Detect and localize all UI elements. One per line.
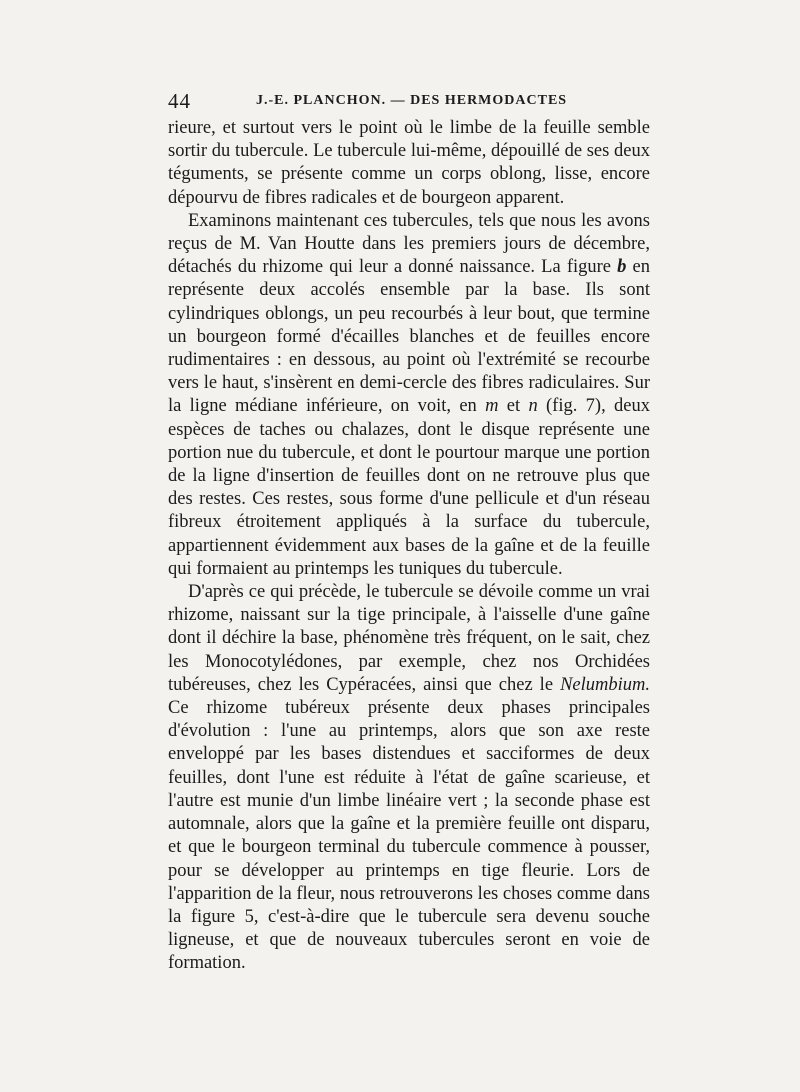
paragraph-3 [168, 581, 650, 975]
paragraph-2-text-g: (fig. 7), deux espèces de taches ou chalazes, dont le disque représente une portion nue du tubercule, et dont le pourtour marque une portion de la ligne d'insertion de feuilles dont on ne retrouve plus que des restes. Ces restes, sous forme d'une pellicule et d'un réseau fibreux étroitement appliqués à la surface du tubercule, appartiennent évidemment aux bases de la gaîne et de la feuille qui formaient au printemps les tuniques du tubercule. [168, 396, 650, 579]
body-text [168, 117, 650, 976]
figure-letter-b: b [617, 257, 627, 278]
paragraph-3-text-c: Ce rhizome tubéreux présente deux phases principales d'évolution : l'une au printemps, alors que son axe reste enveloppé par les bases distendues et sacciformes de deux feuilles, dont l'une est réduite à l'état de gaîne scarieuse, et l'autre est munie d'un limbe linéaire vert ; la seconde phase est automnale, alors que la gaîne et la première feuille ont disparu, et que le bourgeon terminal du tubercule commence à pousser, pour se développer au printemps en tige fleurie. Lors de l'apparition de la fleur, nous retrouverons les choses comme dans la figure 5, c'est-à-dire que le tubercule sera devenu souche ligneuse, et que de nouveaux tubercules seront en voie de formation. [168, 698, 650, 974]
paragraph-1: rieure, et surtout vers le point où le limbe de la feuille semble sortir du tubercule. Le tubercule lui-même, dépouillé de ses deux téguments, se présente comme un corps oblong, lisse, encore dépourvu de fibres radicales et de bourgeon apparent. [168, 118, 650, 208]
label-m: m [485, 396, 499, 417]
running-title: J.-E. PLANCHON. — DES HERMODACTES [256, 93, 568, 108]
label-n: n [528, 396, 538, 417]
page-number: 44 [168, 89, 191, 113]
genus-nelumbium: Nelumbium. [560, 674, 650, 695]
paragraph-2 [168, 210, 650, 581]
running-head [168, 86, 650, 116]
paragraph-3-text-a: D'après ce qui précède, le tubercule se dévoile comme un vrai rhizome, naissant sur la tige principale, à l'aisselle d'une gaîne dont il déchire la base, phénomène très fréquent, on le sait, chez les Monocotylédones, par exemple, chez nos Orchidées tubéreuses, chez les Cypéracées, ainsi que chez le [168, 582, 650, 695]
paragraph-2-text-c: en représente deux accolés ensemble par la base. Ils sont cylindriques oblongs, un peu recourbés à leur bout, que termine un bourgeon formé d'écailles blanches et de feuilles encore rudimentaires : en dessous, au point où l'extrémité se recourbe vers le haut, s'insèrent en demi-cercle des fibres radiculaires. Sur la ligne médiane inférieure, on voit, en [168, 257, 650, 417]
paragraph-2-text-e: et [498, 396, 529, 417]
paragraph-2-text-a: Examinons maintenant ces tubercules, tels que nous les avons reçus de M. Van Houtte dans les premiers jours de décembre, détachés du rhizome qui leur a donné naissance. La figure [168, 210, 650, 278]
